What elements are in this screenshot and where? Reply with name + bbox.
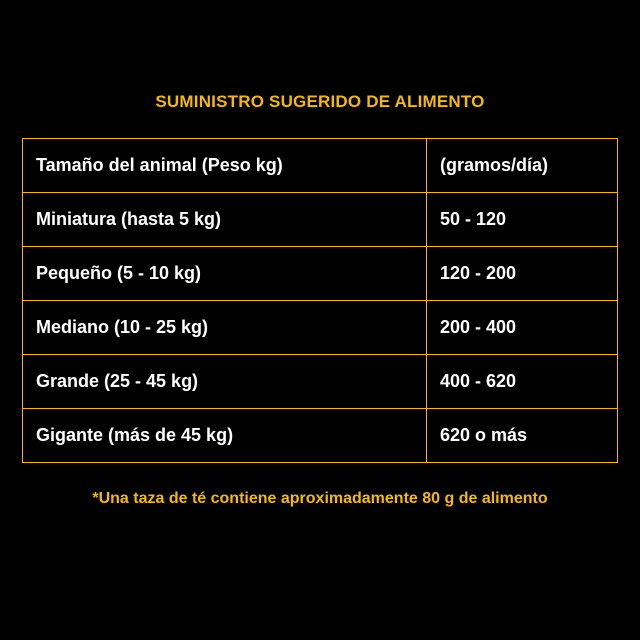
footnote: *Una taza de té contiene aproximadamente 80 g de alimento	[92, 490, 548, 507]
cell-grams-per-day: 620 o más	[427, 409, 618, 463]
cell-animal-size: Gigante (más de 45 kg)	[23, 409, 427, 463]
feeding-table	[22, 138, 618, 463]
header-animal-size: Tamaño del animal (Peso kg)	[23, 139, 427, 193]
cell-grams-per-day: 120 - 200	[427, 247, 618, 301]
cell-animal-size: Grande (25 - 45 kg)	[23, 355, 427, 409]
cell-animal-size: Mediano (10 - 25 kg)	[23, 301, 427, 355]
cell-animal-size: Pequeño (5 - 10 kg)	[23, 247, 427, 301]
cell-grams-per-day: 200 - 400	[427, 301, 618, 355]
header-grams-per-day: (gramos/día)	[427, 139, 618, 193]
page-title: SUMINISTRO SUGERIDO DE ALIMENTO	[155, 92, 485, 111]
cell-grams-per-day: 400 - 620	[427, 355, 618, 409]
table-row	[23, 409, 618, 463]
table-row	[23, 247, 618, 301]
cell-animal-size: Miniatura (hasta 5 kg)	[23, 193, 427, 247]
cell-grams-per-day: 50 - 120	[427, 193, 618, 247]
table-row	[23, 355, 618, 409]
table-row	[23, 193, 618, 247]
table-row	[23, 301, 618, 355]
table-header-row	[23, 139, 618, 193]
